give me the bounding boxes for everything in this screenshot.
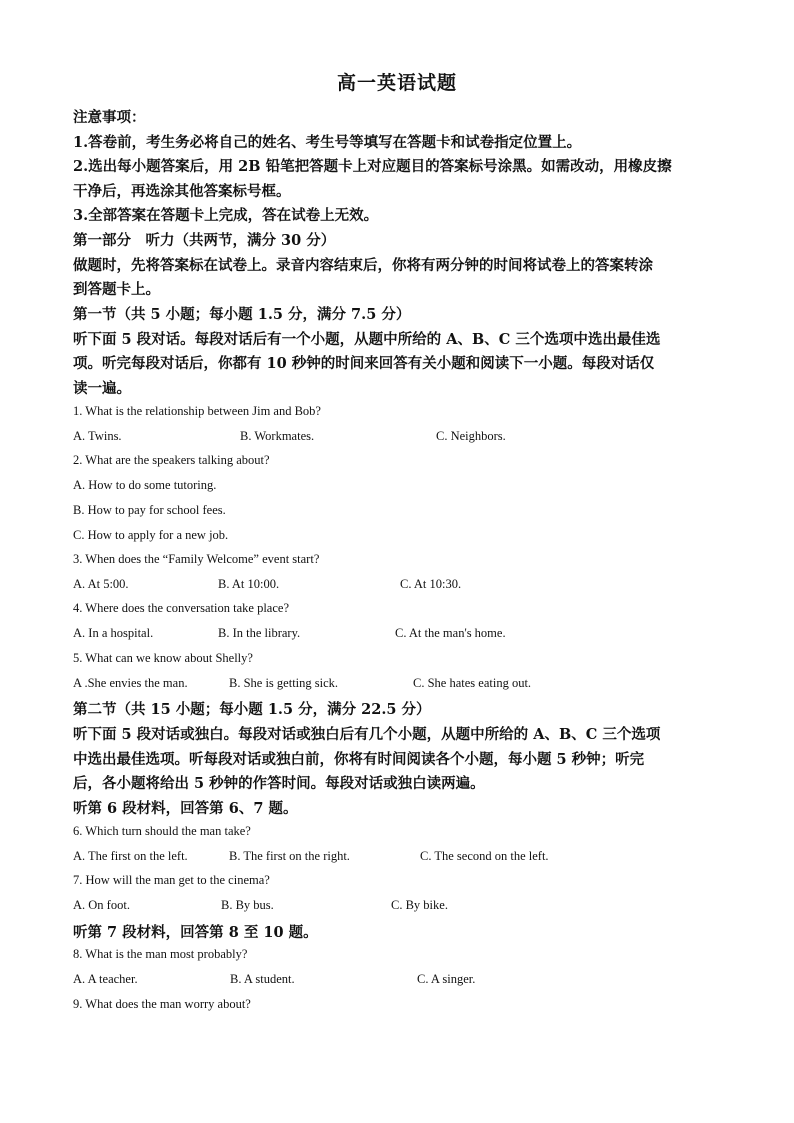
question-7-option-b: B. By bus. [221,898,274,912]
question-6-option-c: C. The second on the left. [420,849,549,863]
question-5-option-a: A .She envies the man. [73,676,188,690]
notice-item-1: 1.答卷前，考生务必将自己的姓名、考生号等填写在答题卡和试卷指定位置上。 [73,134,582,151]
question-5-option-b: B. She is getting sick. [229,676,339,690]
question-2-option-b: B. How to pay for school fees. [73,503,226,517]
question-7-stem: 7. How will the man get to the cinema? [73,873,270,887]
question-6-option-b: B. The first on the right. [229,849,350,863]
question-3-option-c: C. At 10:30. [400,577,462,591]
section1-instruction-line-3: 读一遍。 [73,380,131,397]
question-8-option-c: C. A singer. [417,972,476,986]
question-2-option-a: A. How to do some tutoring. [73,478,217,492]
material-7-heading: 听第 7 段材料，回答第 8 至 10 题。 [73,924,318,941]
notice-item-3: 3.全部答案在答题卡上完成，答在试卷上无效。 [73,207,379,224]
question-1-option-b: B. Workmates. [240,429,315,443]
question-1-option-c: C. Neighbors. [436,429,506,443]
section1-instruction-line-1: 听下面 5 段对话。每段对话后有一个小题，从题中所给的 A、B、C 三个选项中选出最佳选 [73,331,661,348]
section1-heading: 第一节（共 5 小题；每小题 1.5 分，满分 7.5 分） [73,306,411,323]
question-1-option-a: A. Twins. [73,429,122,443]
question-7-option-a: A. On foot. [73,898,130,912]
question-8-option-b: B. A student. [230,972,295,986]
page-title: 高一英语试题 [336,72,457,94]
question-4-option-c: C. At the man's home. [395,626,506,640]
question-3-stem: 3. When does the “Family Welcome” event start? [73,552,320,566]
section2-instruction-line-1: 听下面 5 段对话或独白。每段对话或独白后有几个小题，从题中所给的 A、B、C 三个选项 [73,726,661,743]
question-4-option-a: A. In a hospital. [73,626,154,640]
question-5-option-c: C. She hates eating out. [413,676,532,690]
question-3-option-b: B. At 10:00. [218,577,280,591]
notice-heading: 注意事项： [73,109,146,126]
part1-heading: 第一部分 听力（共两节，满分 30 分） [73,232,336,249]
notice-item-2-line-2: 干净后，再选涂其他答案标号框。 [73,183,291,200]
question-4-option-b: B. In the library. [218,626,301,640]
notice-item-2-line-1: 2.选出每小题答案后，用 2B 铅笔把答题卡上对应题目的答案标号涂黑。如需改动，用橡皮擦 [73,158,672,175]
question-8-option-a: A. A teacher. [73,972,138,986]
question-1-stem: 1. What is the relationship between Jim and Bob? [73,404,321,418]
question-3-option-a: A. At 5:00. [73,577,129,591]
question-2-stem: 2. What are the speakers talking about? [73,453,270,467]
question-2-option-c: C. How to apply for a new job. [73,528,229,542]
question-6-option-a: A. The first on the left. [73,849,188,863]
part1-instruction-line-1: 做题时，先将答案标在试卷上。录音内容结束后，你将有两分钟的时间将试卷上的答案转涂 [73,257,653,274]
question-5-stem: 5. What can we know about Shelly? [73,651,253,665]
question-7-option-c: C. By bike. [391,898,448,912]
section1-instruction-line-2: 项。听完每段对话后，你都有 10 秒钟的时间来回答有关小题和阅读下一小题。每段对话仅 [73,355,655,372]
material-6-heading: 听第 6 段材料，回答第 6、7 题。 [73,800,298,817]
question-8-stem: 8. What is the man most probably? [73,947,248,961]
section2-heading: 第二节（共 15 小题；每小题 1.5 分，满分 22.5 分） [73,701,431,718]
question-4-stem: 4. Where does the conversation take place? [73,601,289,615]
part1-instruction-line-2: 到答题卡上。 [73,281,160,298]
question-6-stem: 6. Which turn should the man take? [73,824,251,838]
question-9-stem: 9. What does the man worry about? [73,997,251,1011]
section2-instruction-line-3: 后，各小题将给出 5 秒钟的作答时间。每段对话或独白读两遍。 [73,775,485,792]
section2-instruction-line-2: 中选出最佳选项。听每段对话或独白前，你将有时间阅读各个小题，每小题 5 秒钟；听完 [73,751,645,768]
